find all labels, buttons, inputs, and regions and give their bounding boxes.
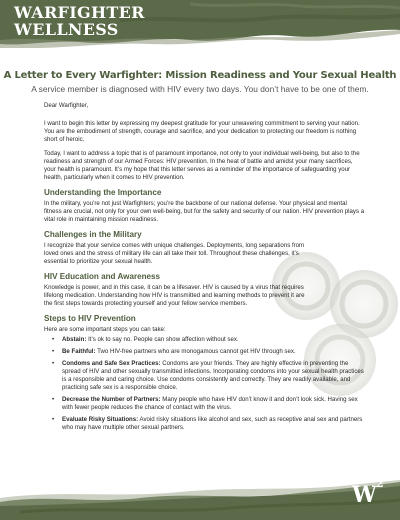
- step-label: Evaluate Risky Situations:: [62, 416, 139, 423]
- intro-paragraph-2: Today, I want to address a topic that is of paramount importance, not only to your individual well-being, but also to the readiness and strength of our Armed Forces: HIV prevention. In the heat of battle and amidst your many sacrifices, your health is paramount. It’s my hope that this letter serves as a reminder of the importance of safeguarding your health, particularly when it comes to HIV prevention.: [44, 150, 360, 181]
- section-body-education: Knowledge is power, and in this case, it can be a lifesaver. HIV is caused by a virus that requires lifelong medication. Understanding how HIV is transmitted and learning methods to prevent it are the first steps towards protecting yourself and your fellow service members.: [44, 284, 305, 307]
- page-subtitle: A service member is diagnosed with HIV every two days. You don’t have to be one of them.: [31, 84, 369, 94]
- brand-line-2: WELLNESS: [14, 20, 119, 39]
- section-heading-education: HIV Education and Awareness: [44, 272, 161, 281]
- step-text: Many people who have HIV don’t know it and don’t look sick. Having sex with fewer people reduces the chance of contact with the virus.: [62, 396, 358, 411]
- step-text: It’s ok to say no. People can show affection without sex.: [86, 336, 239, 343]
- step-text: Condoms are your friends. They are highly effective in preventing the spread of HIV and other sexually transmitted infections. Incorporating condoms into your sexual health practices is a responsible and caring choice. Use condoms consistently and correctly. They are readily available, and practicing safe sex is a responsible choice.: [62, 360, 364, 391]
- step-label: Decrease the Number of Partners:: [62, 396, 161, 403]
- step-label: Condoms and Safe Sex Practices:: [62, 360, 161, 367]
- section-heading-importance: Understanding the Importance: [44, 188, 162, 197]
- w2-logo: [340, 477, 392, 516]
- section-body-challenges: I recognize that your service comes with unique challenges. Deployments, long separations from loved ones and the stress of military life can all take their toll. Throughout these challenges, it’s essential to prioritize your sexual health.: [44, 242, 305, 265]
- header-banner: [0, 0, 400, 48]
- list-item: [56, 348, 366, 356]
- intro-paragraph-1: I want to begin this letter by expressing my deepest gratitude for your unwavering commitment to serving your nation. You are the embodiment of strength, courage and sacrifice, and your dedication to protecting our freedom is nothing short of heroic.: [44, 120, 360, 143]
- steps-intro: Here are some important steps you can take:: [44, 326, 166, 333]
- list-item: [56, 396, 366, 412]
- list-item: [56, 360, 366, 392]
- logo-superscript: 2: [376, 477, 384, 490]
- section-heading-steps: Steps to HIV Prevention: [44, 314, 136, 323]
- steps-list: [44, 336, 366, 432]
- logo-letter: W: [352, 482, 377, 508]
- list-item: [56, 416, 366, 432]
- step-label: Abstain:: [62, 336, 87, 343]
- brand-line-1: WARFIGHTER: [14, 3, 145, 22]
- letter-body: [44, 102, 366, 436]
- salutation: Dear Warfighter,: [44, 102, 89, 109]
- section-body-importance: In the military, you’re not just Warfighters; you’re the backbone of our national defense. Your physical and mental fitness are crucial, not only for your own well-being, but for the safety and security of our nation. HIV prevention plays a vital role in maintaining mission readiness.: [44, 200, 365, 223]
- section-heading-challenges: Challenges in the Military: [44, 230, 142, 239]
- step-text: Avoid risky situations like alcohol and sex, such as receptive anal sex and partners who may have multiple other sexual partners.: [62, 416, 363, 431]
- brand-wordmark: [14, 4, 145, 38]
- step-text: Two HIV-free partners who are monogamous cannot get HIV through sex.: [95, 348, 296, 355]
- list-item: [56, 336, 366, 344]
- page-title: A Letter to Every Warfighter: Mission Readiness and Your Sexual Health: [3, 70, 397, 81]
- step-label: Be Faithful:: [62, 348, 96, 355]
